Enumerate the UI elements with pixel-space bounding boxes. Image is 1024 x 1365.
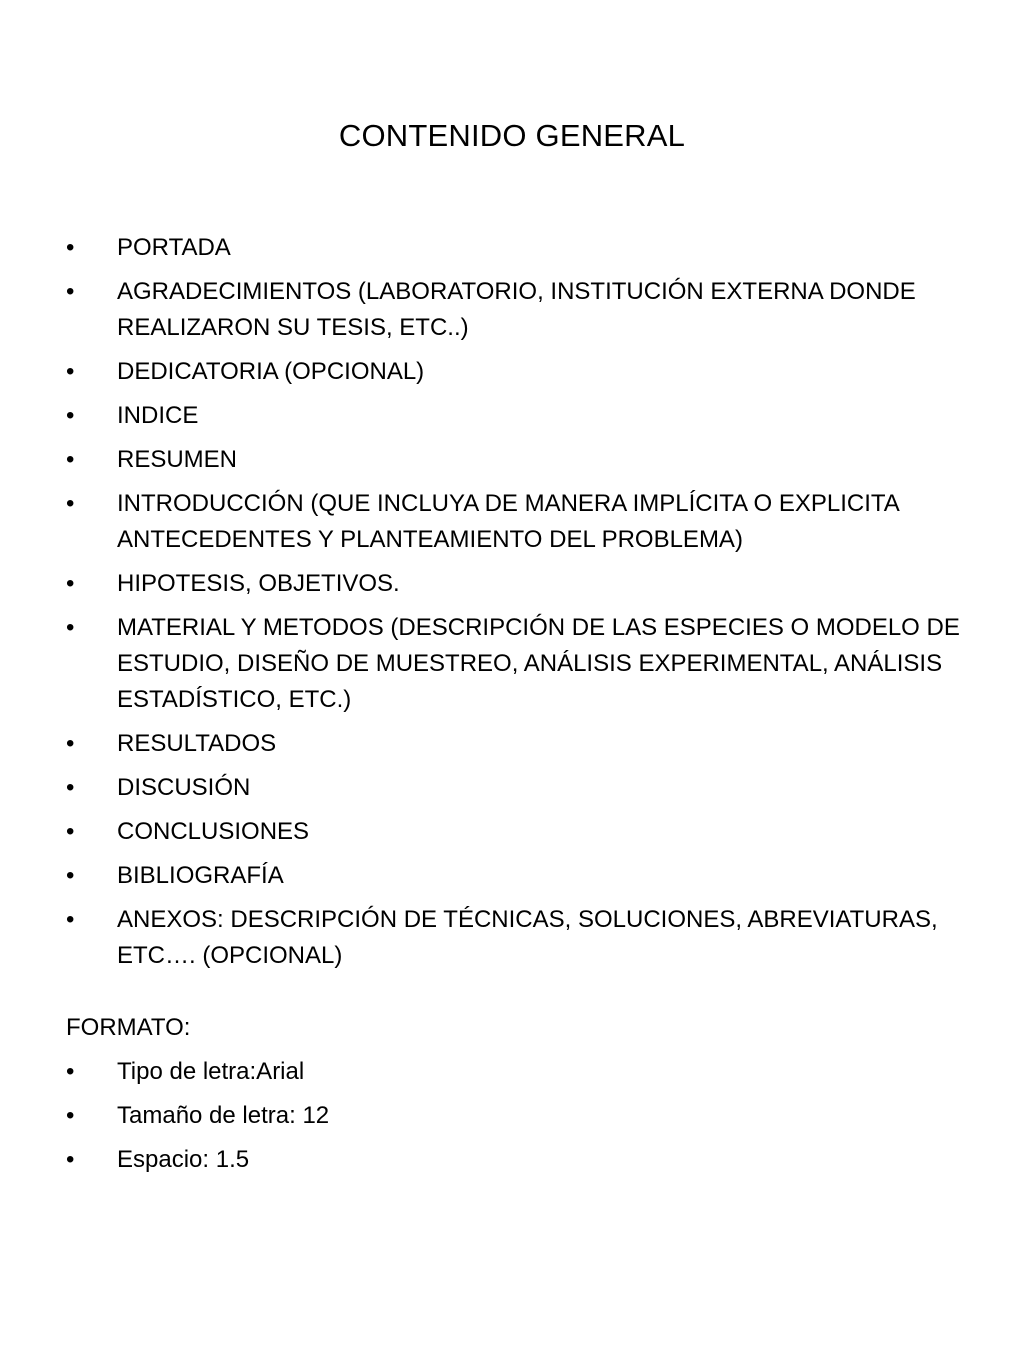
contents-list [66, 230, 966, 974]
list-item [66, 858, 966, 894]
bullet-icon: • [66, 1102, 75, 1129]
bullet-icon: • [66, 278, 75, 305]
bullet-icon: • [66, 862, 75, 889]
bullet-icon: • [66, 446, 75, 473]
list-item-text: Espacio: 1.5 [117, 1146, 250, 1173]
format-heading: FORMATO: [66, 1014, 191, 1041]
bullet-icon: • [66, 234, 75, 261]
list-item [66, 486, 966, 558]
bullet-icon: • [66, 1058, 75, 1085]
list-item [66, 726, 966, 762]
bullet-icon: • [66, 774, 75, 801]
list-item [66, 770, 966, 806]
bullet-icon: • [66, 358, 75, 385]
bullet-icon: • [66, 614, 75, 641]
list-item-text: MATERIAL Y METODOS (DESCRIPCIÓN DE LAS ESPECIES O MODELO DE ESTUDIO, DISEÑO DE MUESTREO, ANÁLISIS EXPERIMENTAL, ANÁLISIS ESTADÍSTICO, ETC.) [117, 614, 960, 713]
list-item [66, 814, 966, 850]
list-item-text: DISCUSIÓN [117, 774, 251, 801]
bullet-icon: • [66, 818, 75, 845]
list-item-text: INTRODUCCIÓN (QUE INCLUYA DE MANERA IMPLÍCITA O EXPLICITA ANTECEDENTES Y PLANTEAMIENTO DEL PROBLEMA) [117, 490, 899, 553]
list-item-text: Tipo de letra:Arial [117, 1058, 305, 1085]
list-item [66, 230, 966, 266]
bullet-icon: • [66, 906, 75, 933]
list-item-text: RESUMEN [117, 446, 238, 473]
bullet-icon: • [66, 490, 75, 517]
list-item-text: BIBLIOGRAFÍA [117, 862, 284, 889]
list-item-text: INDICE [117, 402, 199, 429]
list-item [66, 902, 966, 974]
bullet-icon: • [66, 570, 75, 597]
list-item-text: PORTADA [117, 234, 231, 261]
list-item [66, 566, 966, 602]
list-item-text: DEDICATORIA (OPCIONAL) [117, 358, 425, 385]
list-item-text: AGRADECIMIENTOS (LABORATORIO, INSTITUCIÓN EXTERNA DONDE REALIZARON SU TESIS, ETC..) [117, 278, 916, 341]
list-item [66, 1054, 966, 1090]
list-item-text: CONCLUSIONES [117, 818, 310, 845]
bullet-icon: • [66, 730, 75, 757]
list-item-text: RESULTADOS [117, 730, 277, 757]
list-item-text: HIPOTESIS, OBJETIVOS. [117, 570, 400, 597]
slide-body [66, 230, 966, 1186]
list-item [66, 610, 966, 718]
list-item-text: Tamaño de letra: 12 [117, 1102, 330, 1129]
list-item [66, 442, 966, 478]
list-item [66, 1098, 966, 1134]
list-item [66, 1142, 966, 1178]
format-list [66, 1054, 966, 1178]
list-item [66, 354, 966, 390]
bullet-icon: • [66, 1146, 75, 1173]
list-item [66, 274, 966, 346]
bullet-icon: • [66, 402, 75, 429]
page-title: CONTENIDO GENERAL [338, 118, 686, 153]
list-item-text: ANEXOS: DESCRIPCIÓN DE TÉCNICAS, SOLUCIONES, ABREVIATURAS, ETC…. (OPCIONAL) [117, 906, 938, 969]
list-item [66, 398, 966, 434]
